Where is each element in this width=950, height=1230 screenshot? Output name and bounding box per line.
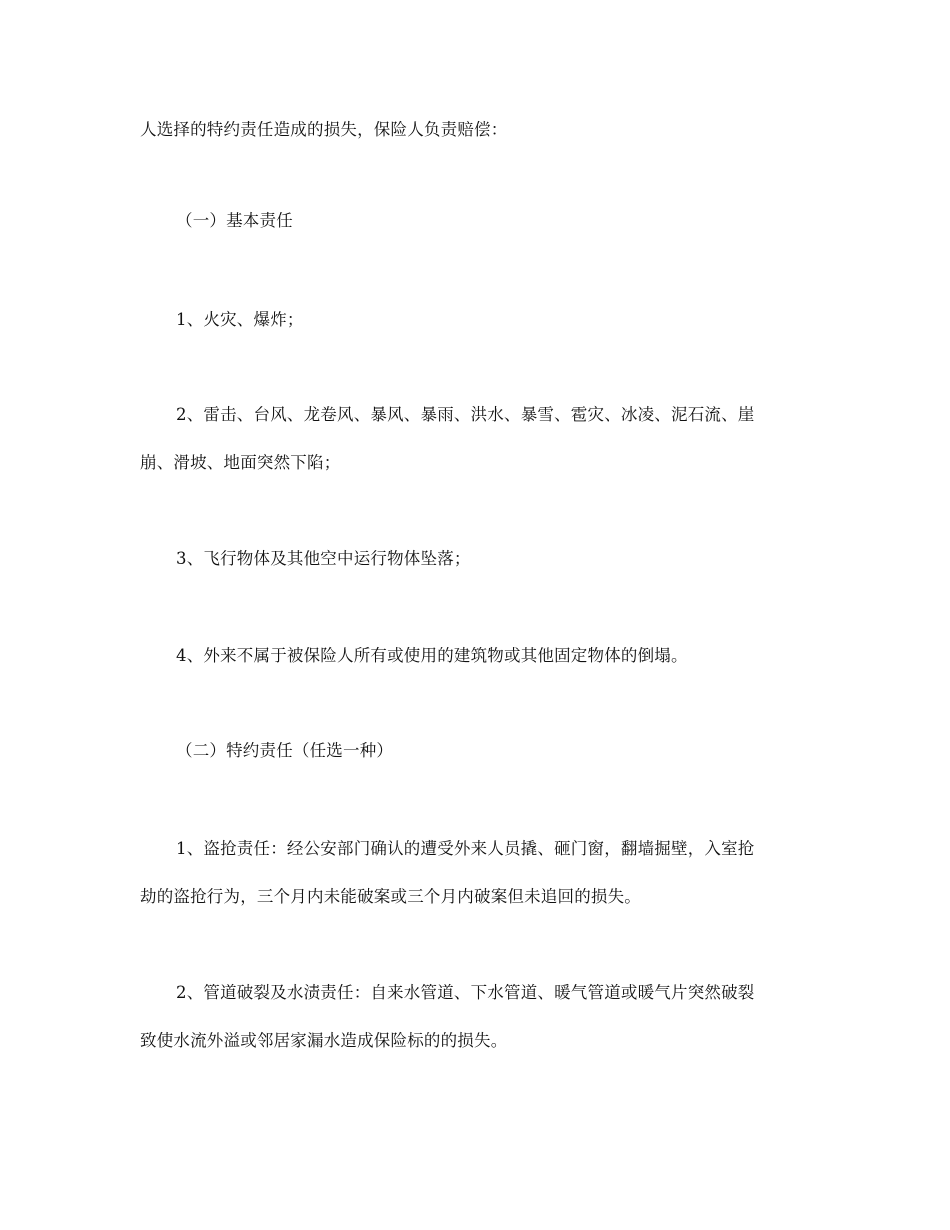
section-heading-basic-liability: （一）基本责任	[176, 211, 293, 230]
list-item-theft-liability: 1、盗抢责任：经公安部门确认的遭受外来人员撬、砸门窗，翻墙掘壁，入室抢	[176, 839, 755, 858]
list-item-natural-disasters-continued: 崩、滑坡、地面突然下陷；	[140, 453, 341, 472]
list-item-pipe-water-liability: 2、管道破裂及水渍责任：自来水管道、下水管道、暖气管道或暖气片突然破裂	[176, 983, 755, 1002]
paragraph-continuation-line: 人选择的特约责任造成的损失，保险人负责赔偿：	[140, 120, 508, 139]
list-item-fire-explosion: 1、火灾、爆炸；	[176, 310, 304, 329]
list-item-falling-objects: 3、飞行物体及其他空中运行物体坠落；	[176, 549, 471, 568]
list-item-theft-liability-continued: 劫的盗抢行为，三个月内未能破案或三个月内破案但未追回的损失。	[140, 887, 641, 906]
list-item-pipe-water-liability-continued: 致使水流外溢或邻居家漏水造成保险标的的损失。	[140, 1031, 508, 1050]
list-item-building-collapse: 4、外来不属于被保险人所有或使用的建筑物或其他固定物体的倒塌。	[176, 646, 688, 665]
section-heading-special-liability: （二）特约责任（任选一种）	[176, 741, 394, 760]
list-item-natural-disasters: 2、雷击、台风、龙卷风、暴风、暴雨、洪水、暴雪、雹灾、冰凌、泥石流、崖	[176, 405, 755, 424]
